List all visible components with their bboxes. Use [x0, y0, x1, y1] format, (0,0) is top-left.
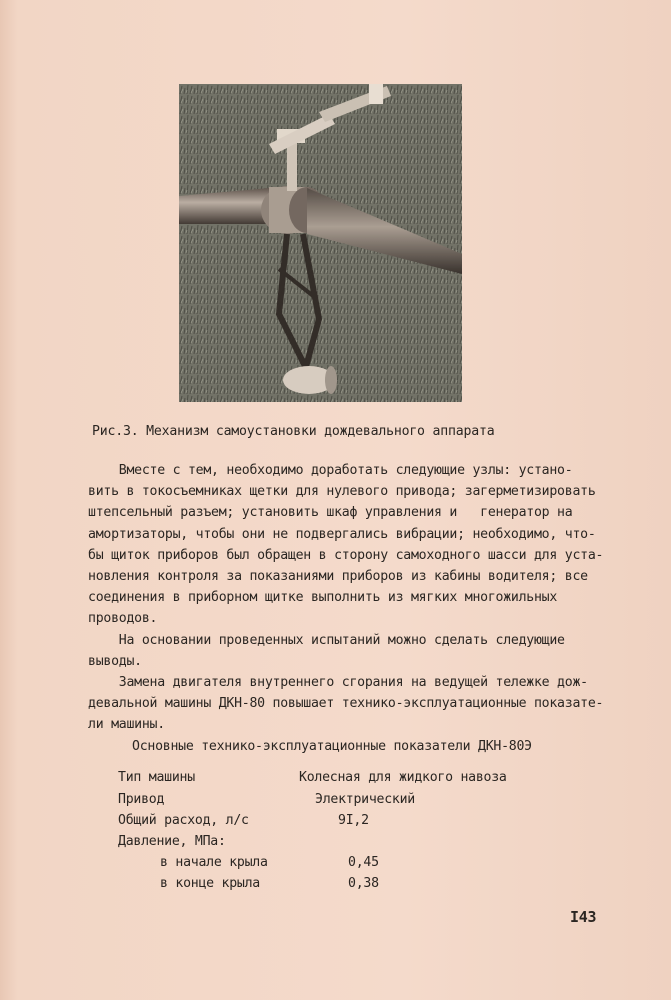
spec-value-machine-type: Колесная для жидкого навоза	[299, 770, 507, 785]
text-line: На основании проведенных испытаний можно сделать следующие	[88, 633, 565, 648]
spec-label-pressure-end: в конце крыла	[160, 876, 260, 891]
spec-value-pressure-end: 0,38	[348, 876, 379, 891]
text-line: амортизаторы, чтобы они не подвергались вибрации; необходимо, что-	[88, 526, 596, 542]
paragraph-conclusion	[88, 672, 616, 736]
text-line: бы щиток приборов был обращен в сторону самоходного шасси для уста-	[88, 547, 604, 563]
text-line: соединения в приборном щитке выполнить из мягких многожильных	[88, 590, 558, 606]
spec-label-pressure: Давление, МПа:	[118, 834, 226, 849]
spec-label-pressure-start: в начале крыла	[160, 855, 268, 870]
spec-value-flow: 9I,2	[338, 813, 369, 828]
paragraph-recommendations	[88, 460, 616, 630]
spec-label-drive: Привод	[118, 792, 165, 807]
text-line: выводы.	[88, 654, 142, 670]
specs-title: Основные технико-эксплуатационные показатели ДКН-80Э	[132, 739, 532, 754]
text-line: штепсельный разъем; установить шкаф управления и генератор на	[88, 505, 573, 521]
text-line: вить в токосъемниках щетки для нулевого привода; загерметизировать	[88, 484, 596, 500]
text-line: Замена двигателя внутреннего сгорания на ведущей тележке дож-	[88, 675, 588, 690]
spec-label-flow: Общий расход, л/с	[118, 813, 249, 828]
text-line: новления контроля за показаниями приборов из кабины водителя; все	[88, 569, 588, 585]
paragraph-conclusions-intro	[88, 630, 616, 672]
sprinkler-photo-drawing	[179, 84, 462, 402]
spec-value-drive: Электрический	[315, 792, 415, 807]
spec-label-machine-type: Тип машины	[118, 770, 195, 785]
text-line: девальной машины ДКН-80 повышает технико-эксплуатационные показате-	[88, 696, 604, 712]
text-line: Вместе с тем, необходимо доработать следующие узлы: устано-	[88, 463, 573, 478]
figure-caption: Рис.3. Механизм самоустановки дождевального аппарата	[92, 424, 495, 439]
text-line: ли машины.	[88, 717, 165, 733]
text-line: проводов.	[88, 611, 158, 627]
sprinkler-mechanism-photo	[179, 84, 462, 402]
spec-value-pressure-start: 0,45	[348, 855, 379, 870]
page-number: I43	[570, 908, 597, 926]
